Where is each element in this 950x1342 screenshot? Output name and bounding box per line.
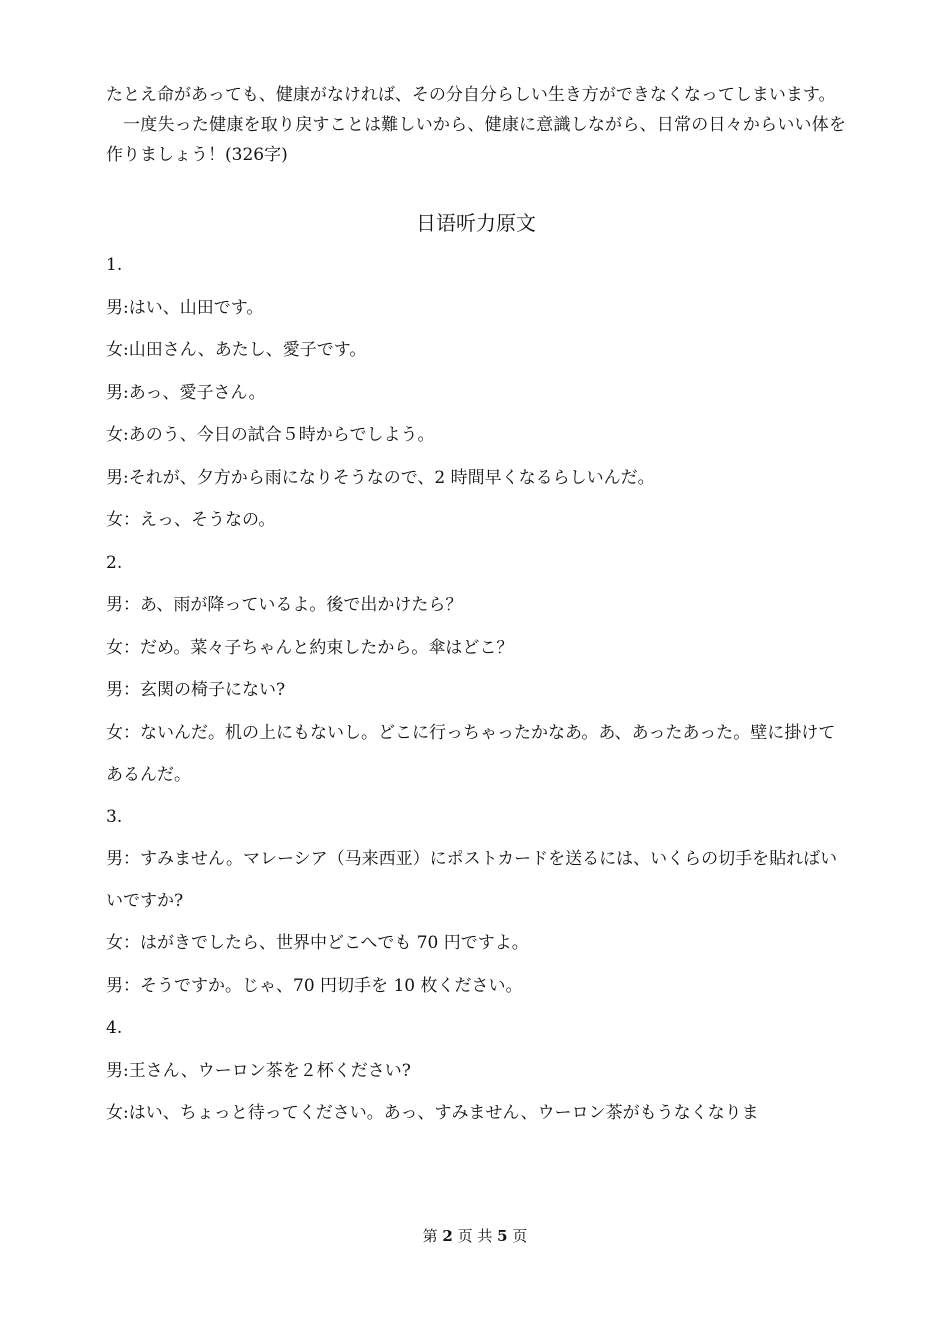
dialogue-line: 男：そうですか。じゃ、70 円切手を 10 枚ください。 (106, 975, 523, 996)
dialogue-line: 男：玄関の椅子にない? (106, 680, 286, 700)
dialogue-line: 男:王さん、ウーロン茶を２杯ください? (106, 1060, 411, 1081)
dialogue-line: 女:はい、ちょっと待ってください。あっ、すみません、ウーロン茶がもうなくなりま (106, 1103, 759, 1123)
dialogue-2 (106, 548, 846, 796)
dialogue-number: 4. (106, 1018, 123, 1038)
page-footer (0, 1226, 950, 1246)
dialogue-number: 2. (106, 552, 123, 573)
dialogue-line: 女：ないんだ。机の上にもないし。どこに行っちゃったかなあ。あ、あったあった。壁に掛けてあるんだ。 (106, 722, 836, 785)
dialogue-line: 男:あっ、愛子さん。 (106, 382, 266, 403)
dialogue-line: 男：あ、雨が降っているよ。後で出かけたら？ (106, 595, 463, 615)
dialogue-1 (106, 250, 846, 535)
intro-paragraph-2: 一度失った健康を取り戻すことは難しいから、健康に意識しながら、日常の日々からいい体を作りましょう！(326字) (106, 115, 846, 165)
dialogue-number: 1. (106, 255, 123, 275)
footer-current-page: 2 (442, 1227, 453, 1245)
dialogue-line: 女：えっ、そうなの。 (106, 510, 276, 530)
footer-suffix: 页 (512, 1227, 528, 1245)
dialogue-line: 男：すみません。マレーシア（马来西亚）にポストカードを送るには、いくらの切手を貼ればいいですか? (106, 849, 838, 911)
dialogue-line: 女：はがきでしたら、世界中どこへでも 70 円ですよ。 (106, 933, 529, 953)
intro-paragraph-1: たとえ命があっても、健康がなければ、その分自分らしい生き方ができなくなってしまいます。 (106, 85, 836, 105)
footer-prefix: 第 (422, 1227, 438, 1245)
dialogue-line: 男:はい、山田です。 (106, 297, 264, 318)
dialogue-4 (106, 1013, 846, 1128)
dialogue-line: 女:あのう、今日の試合５時からでしよう。 (106, 425, 435, 445)
section-title: 日语听力原文 (416, 211, 536, 235)
page-content (106, 80, 846, 1141)
dialogue-number: 3. (106, 806, 123, 827)
dialogue-line: 女：だめ。菜々子ちゃんと約束したから。傘はどこ？ (106, 637, 514, 658)
dialogue-line: 男:それが、夕方から雨になりそうなので、2 時間早くなるらしいんだ。 (106, 467, 655, 488)
dialogue-line: 女:山田さん、あたし、愛子です。 (106, 340, 367, 360)
footer-mid: 页 共 (457, 1227, 493, 1245)
dialogue-3 (106, 802, 846, 1001)
footer-total-pages: 5 (497, 1227, 508, 1245)
